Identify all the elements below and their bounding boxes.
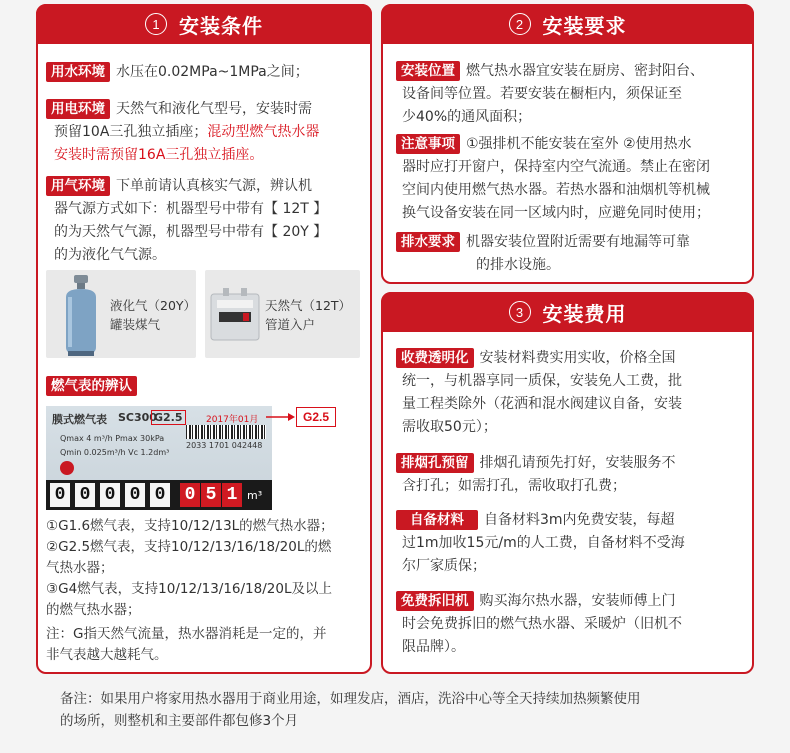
meter-qmax: Qmax 4 m³/h Pmax 30kPa xyxy=(60,434,165,443)
meter-section-title xyxy=(46,375,143,398)
section-number: 1 xyxy=(145,13,167,35)
meter-qmin: Qmin 0.025m³/h Vc 1.2dm³ xyxy=(60,448,170,457)
ng-label1: 天然气（12T） xyxy=(265,298,352,313)
red-digit: 1 xyxy=(222,483,242,507)
removal-line3: 限品牌）。 xyxy=(402,639,465,655)
panel-header xyxy=(381,292,754,332)
meter-notes xyxy=(46,516,371,621)
footer-note xyxy=(60,688,760,732)
exhaust-line2: 含打孔；如需打孔，需收取打孔费； xyxy=(402,478,626,494)
red-digit: 5 xyxy=(201,483,221,507)
gas-line3: 的为天然气气源，机器型号中带有【 20Y 】 xyxy=(54,224,328,240)
red-digit: 0 xyxy=(180,483,200,507)
removal-line1: 购买海尔热水器，安装师傅上门 xyxy=(479,593,676,609)
section-title: 安装费用 xyxy=(542,301,627,326)
note-line: 气热水器； xyxy=(46,560,114,576)
panel-header xyxy=(381,4,754,44)
attention-line4: 换气设备安装在同一区域内时，应避免同时使用； xyxy=(402,205,710,221)
power-line1: 天然气和液化气型号，安装时需 xyxy=(116,101,312,117)
lpg-label2: 罐装煤气 xyxy=(110,317,161,332)
fee-transparency xyxy=(396,347,751,439)
meter-brand: 膜式燃气表 xyxy=(52,413,107,426)
materials-line3: 尔厂家质保； xyxy=(402,558,486,574)
exhaust-tag: 排烟孔预留 xyxy=(396,453,474,473)
removal-line2: 时会免费拆旧的燃气热水器、采暖炉（旧机不 xyxy=(402,616,682,632)
drain-requirements xyxy=(396,231,751,277)
transparent-line2: 统一，与机器享同一质保，安装免人工费，批 xyxy=(402,373,682,389)
meter-unit: m³ xyxy=(247,488,263,502)
digit: 0 xyxy=(100,483,120,507)
location-tag: 安装位置 xyxy=(396,61,460,81)
meter-logo xyxy=(60,461,74,475)
gas-line1: 下单前请认真核实气源，辨认机 xyxy=(116,178,312,194)
exhaust-hole xyxy=(396,452,751,498)
digit: 0 xyxy=(125,483,145,507)
install-location xyxy=(396,60,751,129)
digit: 0 xyxy=(150,483,170,507)
gas-line2: 器气源方式如下：机器型号中带有【 12T 】 xyxy=(54,201,328,217)
panel-header xyxy=(36,4,372,44)
power-tag: 用电环境 xyxy=(46,99,110,119)
attention-line3: 空间内使用燃气热水器。若热水器和油烟机等机械 xyxy=(402,182,710,198)
meter-digits xyxy=(46,480,272,510)
water-tag: 用水环境 xyxy=(46,62,110,82)
materials-line1: 自备材料3m内免费安装，每超 xyxy=(484,512,675,528)
meter-model: SC300 xyxy=(118,411,157,424)
barcode xyxy=(186,425,266,439)
power-line2: 预留10A三孔独立插座； xyxy=(54,124,208,140)
drain-line2: 的排水设施。 xyxy=(476,257,560,273)
lpg-label1: 液化气（20Y） xyxy=(110,298,197,313)
water-environment xyxy=(46,61,366,84)
free-removal xyxy=(396,590,751,659)
transparent-line4: 需收取50元）； xyxy=(402,419,497,435)
attention-line1: ①强排机不能安装在室外 ②使用热水 xyxy=(466,136,692,152)
drain-tag: 排水要求 xyxy=(396,232,460,252)
remark-line1: 注：G指天然气流量，热水器消耗是一定的，并 xyxy=(46,626,327,642)
location-line3: 少40%的通风面积； xyxy=(402,109,532,125)
location-line2: 设备间等位置。若要安装在橱柜内，须保证至 xyxy=(402,86,682,102)
gas-meter-icon xyxy=(209,286,261,346)
meter-date: 2017年01月 xyxy=(206,415,259,425)
gas-line4: 的为液化气气源。 xyxy=(54,247,166,263)
attention-notes xyxy=(396,133,751,225)
gas-meter-photo xyxy=(46,406,272,510)
natural-gas-card xyxy=(205,270,360,358)
drain-line1: 机器安装位置附近需要有地漏等可靠 xyxy=(466,234,690,250)
power-highlight: 混动型燃气热水器 xyxy=(207,124,320,140)
self-supplied-materials xyxy=(396,509,751,578)
power-line3: 安装时需预留16A三孔独立插座。 xyxy=(54,147,264,163)
water-text: 水压在0.02MPa~1MPa之间； xyxy=(116,64,309,80)
section-title: 安装条件 xyxy=(179,13,263,38)
meter-remark xyxy=(46,624,371,666)
meter-serial: 2033 1701 042448 xyxy=(186,441,263,450)
footer-line1: 备注：如果用户将家用热水器用于商业用途，如理发店，酒店，洗浴中心等全天持续加热频繁使用 xyxy=(60,691,641,707)
attention-tag: 注意事项 xyxy=(396,134,460,154)
exhaust-line1: 排烟孔请预先打好，安装服务不 xyxy=(479,455,676,471)
remark-line2: 非气表越大越耗气。 xyxy=(46,647,168,663)
note-line: 的燃气热水器； xyxy=(46,602,141,618)
note-line: ①G1.6燃气表，支持10/12/13L的燃气热水器； xyxy=(46,518,334,534)
gas-environment xyxy=(46,175,371,267)
meter-grade: G2.5 xyxy=(151,410,186,425)
gas-cylinder-icon xyxy=(58,273,104,357)
removal-tag: 免费拆旧机 xyxy=(396,591,474,611)
location-line1: 燃气热水器宜安装在厨房、密封阳台、 xyxy=(466,63,704,79)
section-number: 3 xyxy=(509,301,531,323)
meter-tag: 燃气表的辨认 xyxy=(46,376,137,396)
ng-label2: 管道入户 xyxy=(265,317,316,332)
attention-line2: 器时应打开窗户，保持室内空气流通。禁止在密闭 xyxy=(402,159,710,175)
note-line: ③G4燃气表，支持10/12/13/16/18/20L及以上 xyxy=(46,581,332,597)
materials-line2: 过1m加收15元/m的人工费，自备材料不受海 xyxy=(402,535,685,551)
digit: 0 xyxy=(50,483,70,507)
transparent-tag: 收费透明化 xyxy=(396,348,474,368)
power-environment xyxy=(46,98,371,167)
section-title: 安装要求 xyxy=(542,13,627,38)
transparent-line1: 安装材料费实用实收，价格全国 xyxy=(479,350,676,366)
section-number: 2 xyxy=(509,13,531,35)
lpg-card xyxy=(46,270,196,358)
footer-line2: 的场所，则整机和主要部件都包修3个月 xyxy=(60,713,299,729)
note-line: ②G2.5燃气表，支持10/12/13/16/18/20L的燃 xyxy=(46,539,332,555)
digit: 0 xyxy=(75,483,95,507)
gas-tag: 用气环境 xyxy=(46,176,110,196)
transparent-line3: 量工程类除外（花洒和混水阀建议自备，安装 xyxy=(402,396,682,412)
grade-callout: G2.5 xyxy=(296,407,336,427)
materials-tag: 自备材料 xyxy=(396,510,478,530)
callout-arrow-icon xyxy=(266,412,296,422)
